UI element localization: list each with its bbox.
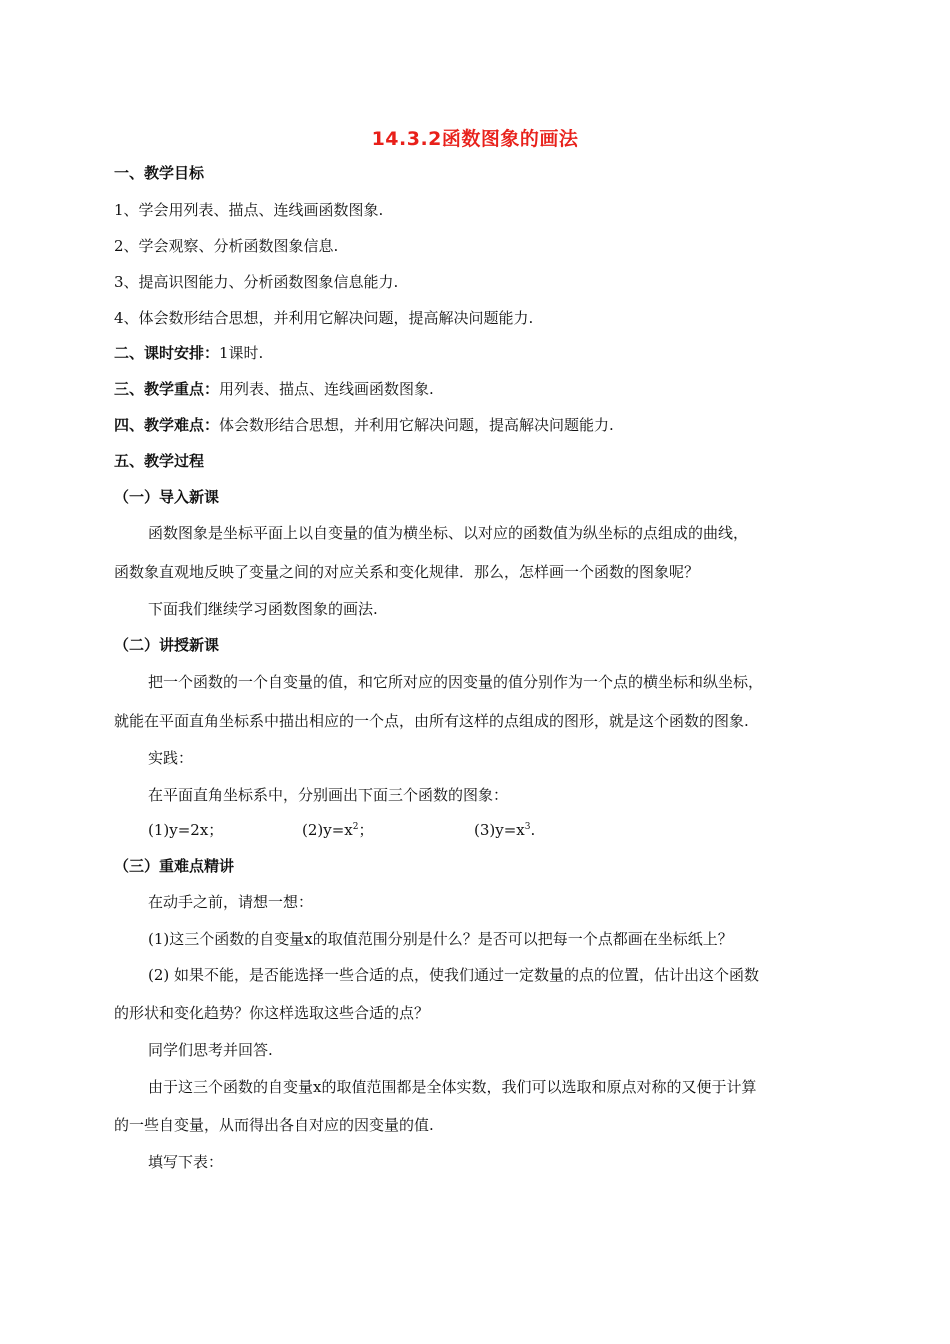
- paragraph-line: 函数图象是坐标平面上以自变量的值为横坐标、以对应的函数值为纵坐标的点组成的曲线，: [148, 524, 749, 542]
- schedule-label: 二、课时安排：: [114, 344, 220, 362]
- subsection-heading-intro: （一）导入新课: [114, 488, 220, 506]
- subsection-heading-key-points: （三）重难点精讲: [114, 857, 235, 875]
- paragraph-line: 同学们思考并回答.: [148, 1041, 273, 1059]
- paragraph-line: 就能在平面直角坐标系中描出相应的一个点，由所有这样的点组成的图形，就是这个函数的图象.: [114, 712, 749, 730]
- schedule-text: 1课时.: [219, 344, 264, 362]
- function-2: $(2)y=x^2$；: [302, 821, 374, 839]
- question-2-cont: 的形状和变化趋势？你这样选取这些合适的点？: [114, 1004, 430, 1022]
- difficulties-text: 体会数形结合思想，并利用它解决问题，提高解决问题能力.: [219, 416, 614, 434]
- paragraph-line: 的一些自变量，从而得出各自对应的因变量的值.: [114, 1116, 434, 1134]
- paragraph-line: 下面我们继续学习函数图象的画法.: [148, 600, 378, 618]
- function-3: $(3)y=x^3$.: [474, 821, 536, 839]
- paragraph-line: 在平面直角坐标系中，分别画出下面三个函数的图象：: [148, 786, 509, 804]
- question-2: (2) 如果不能，是否能选择一些合适的点，使我们通过一定数量的点的位置，估计出这个函数: [148, 966, 760, 984]
- paragraph-line: 把一个函数的一个自变量的值，和它所对应的因变量的值分别作为一个点的横坐标和纵坐标，: [148, 673, 764, 691]
- function-1: (1)y=2x；: [148, 821, 224, 839]
- paragraph-line: 由于这三个函数的自变量x的取值范围都是全体实数，我们可以选取和原点对称的又便于计算: [148, 1078, 757, 1096]
- key-points-text: 用列表、描点、连线画函数图象.: [219, 380, 434, 398]
- difficulties-line: [114, 415, 614, 435]
- difficulties-label: 四、教学难点：: [114, 416, 220, 434]
- objective-item-4: 4、体会数形结合思想，并利用它解决问题，提高解决问题能力.: [114, 309, 534, 327]
- function-list: [148, 820, 648, 842]
- practice-label: 实践：: [148, 749, 194, 767]
- subsection-heading-new-lesson: （二）讲授新课: [114, 636, 220, 654]
- paragraph-line: 在动手之前，请想一想：: [148, 893, 314, 911]
- objective-item-1: 1、学会用列表、描点、连线画函数图象.: [114, 201, 384, 219]
- key-points-line: [114, 379, 434, 399]
- schedule-line: [114, 343, 263, 363]
- page-title: 14.3.2函数图象的画法: [371, 128, 579, 150]
- fill-table-prompt: 填写下表：: [148, 1153, 224, 1171]
- key-points-label: 三、教学重点：: [114, 380, 220, 398]
- section-heading-process: 五、教学过程: [114, 452, 205, 470]
- objective-item-2: 2、学会观察、分析函数图象信息.: [114, 237, 339, 255]
- objective-item-3: 3、提高识图能力、分析函数图象信息能力.: [114, 273, 399, 291]
- section-heading-objectives: 一、教学目标: [114, 164, 205, 182]
- paragraph-line: 函数象直观地反映了变量之间的对应关系和变化规律．那么，怎样画一个函数的图象呢？: [114, 563, 700, 581]
- question-1: (1)这三个函数的自变量x的取值范围分别是什么？是否可以把每一个点都画在坐标纸上？: [148, 930, 733, 948]
